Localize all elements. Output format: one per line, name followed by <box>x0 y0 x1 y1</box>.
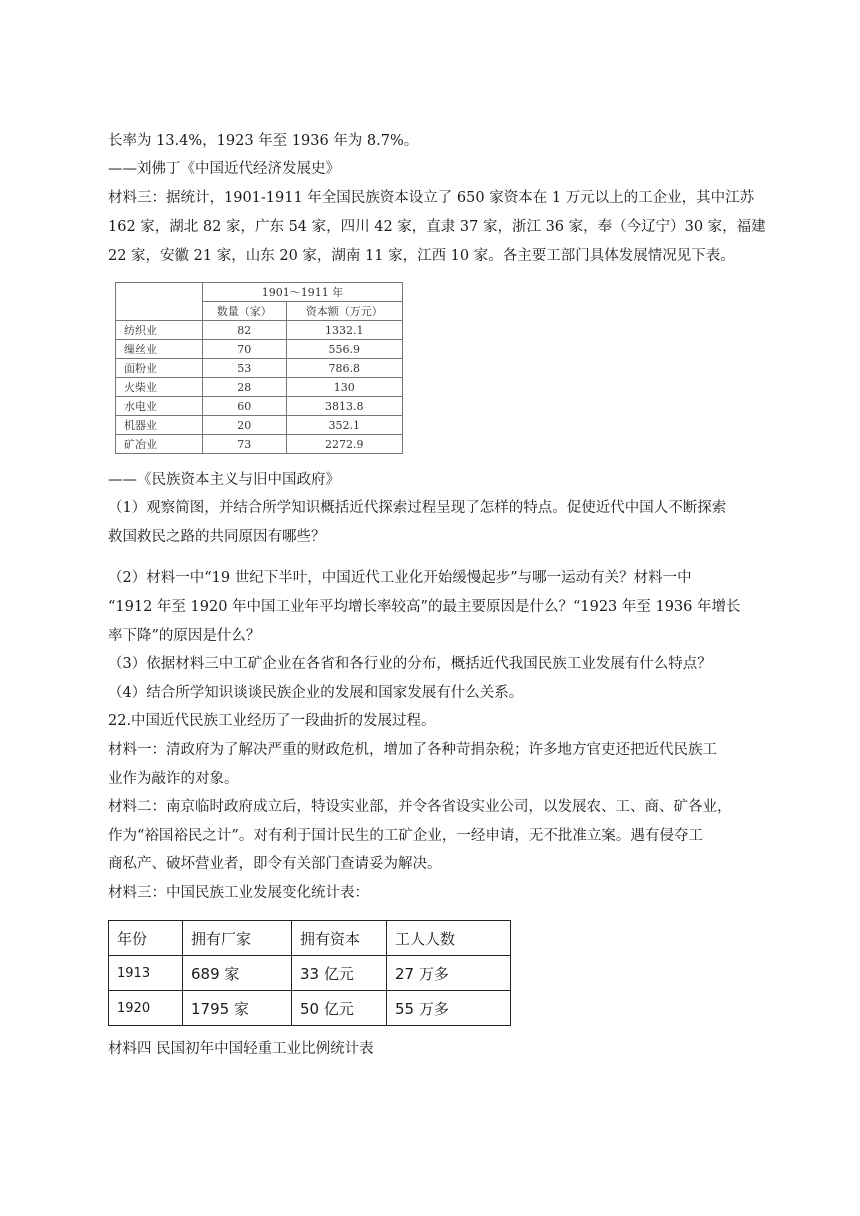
table-corner-cell <box>116 283 203 321</box>
capital-cell: 33 亿元 <box>292 956 387 991</box>
text-line: 材料二：南京临时政府成立后，特设实业部，并令各省设实业公司，以发展农、工、商、矿各业， <box>108 799 732 815</box>
industry-cell: 水电业 <box>116 397 203 416</box>
text-line: 业作为敲诈的对象。 <box>108 771 239 787</box>
period-header: 1901～1911 年 <box>203 283 403 302</box>
year-cell: 1913 <box>109 956 183 991</box>
table-row <box>116 435 403 454</box>
header-cell: 工人人数 <box>387 921 511 956</box>
industry-cell: 缫丝业 <box>116 340 203 359</box>
text-line: （3）依据材料三中工矿企业在各省和各行业的分布，概括近代我国民族工业发展有什么特点？ <box>108 656 712 672</box>
text-line: 救国救民之路的共同原因有哪些？ <box>108 529 326 545</box>
text-line: ——《民族资本主义与旧中国政府》 <box>108 472 340 488</box>
header-cell: 拥有资本 <box>292 921 387 956</box>
workers-cell: 27 万多 <box>387 956 511 991</box>
industry-cell: 火柴业 <box>116 378 203 397</box>
capital-cell: 50 亿元 <box>292 991 387 1026</box>
capital-cell: 130 <box>286 378 402 397</box>
industry-cell: 矿冶业 <box>116 435 203 454</box>
table-row <box>116 416 403 435</box>
text-line: （4）结合所学知识谈谈民族企业的发展和国家发展有什么关系。 <box>108 685 524 701</box>
header-cell: 拥有厂家 <box>183 921 292 956</box>
count-cell: 60 <box>203 397 287 416</box>
count-cell: 70 <box>203 340 287 359</box>
text-line: 22 家，安徽 21 家，山东 20 家，湖南 11 家，江西 10 家。各主要工部门具体发展情况见下表。 <box>108 248 735 264</box>
text-line: 材料一：清政府为了解决严重的财政危机，增加了各种苛捐杂税；许多地方官吏还把近代民族工 <box>108 742 717 758</box>
capital-cell: 1332.1 <box>286 321 402 340</box>
text-line: ——刘佛丁《中国近代经济发展史》 <box>108 161 340 177</box>
capital-cell: 556.9 <box>286 340 402 359</box>
count-cell: 28 <box>203 378 287 397</box>
table-row <box>109 991 511 1026</box>
year-cell: 1920 <box>109 991 183 1026</box>
capital-cell: 2272.9 <box>286 435 402 454</box>
table-row <box>116 340 403 359</box>
text-line: （1）观察简图，并结合所学知识概括近代探索过程呈现了怎样的特点。促使近代中国人不断探索 <box>108 500 727 516</box>
table-row <box>116 359 403 378</box>
text-line: 商私产、破坏营业者，即令有关部门查请妥为解决。 <box>108 856 442 872</box>
table-row <box>116 321 403 340</box>
text-line: 材料三：据统计，1901-1911 年全国民族资本设立了 650 家资本在 1 万元以上的工企业，其中江苏 <box>108 190 755 206</box>
industry-table <box>115 282 403 454</box>
capital-cell: 786.8 <box>286 359 402 378</box>
workers-cell: 55 万多 <box>387 991 511 1026</box>
text-line: 材料四 民国初年中国轻重工业比例统计表 <box>108 1041 374 1057</box>
text-line: 率下降”的原因是什么？ <box>108 628 261 644</box>
header-cell: 年份 <box>109 921 183 956</box>
text-line: 长率为 13.4%，1923 年至 1936 年为 8.7%。 <box>108 133 419 149</box>
industry-stats-table <box>108 920 511 1026</box>
count-cell: 53 <box>203 359 287 378</box>
capital-header: 资本额（万元） <box>286 302 402 321</box>
industry-cell: 面粉业 <box>116 359 203 378</box>
text-line: （2）材料一中“19 世纪下半叶，中国近代工业化开始缓慢起步”与哪一运动有关？材料一中 <box>108 570 692 586</box>
table-row <box>116 378 403 397</box>
industry-cell: 纺织业 <box>116 321 203 340</box>
text-line: 作为“裕国裕民之计”。对有利于国计民生的工矿企业，一经申请，无不批准立案。遇有侵夺工 <box>108 828 703 844</box>
text-line: 材料三：中国民族工业发展变化统计表： <box>108 885 369 901</box>
table-row <box>109 956 511 991</box>
table-row <box>116 397 403 416</box>
factories-cell: 1795 家 <box>183 991 292 1026</box>
capital-cell: 3813.8 <box>286 397 402 416</box>
text-line: 22.中国近代民族工业经历了一段曲折的发展过程。 <box>108 713 436 729</box>
factories-cell: 689 家 <box>183 956 292 991</box>
industry-cell: 机器业 <box>116 416 203 435</box>
table-header-row <box>109 921 511 956</box>
count-cell: 20 <box>203 416 287 435</box>
text-line: “1912 年至 1920 年中国工业年平均增长率较高”的最主要原因是什么？“1923 年至 1936 年增长 <box>108 599 741 615</box>
count-header: 数量（家） <box>203 302 287 321</box>
count-cell: 73 <box>203 435 287 454</box>
text-line: 162 家，湖北 82 家，广东 54 家，四川 42 家，直隶 37 家，浙江 36 家，奉（今辽宁）30 家，福建 <box>108 219 766 235</box>
count-cell: 82 <box>203 321 287 340</box>
capital-cell: 352.1 <box>286 416 402 435</box>
